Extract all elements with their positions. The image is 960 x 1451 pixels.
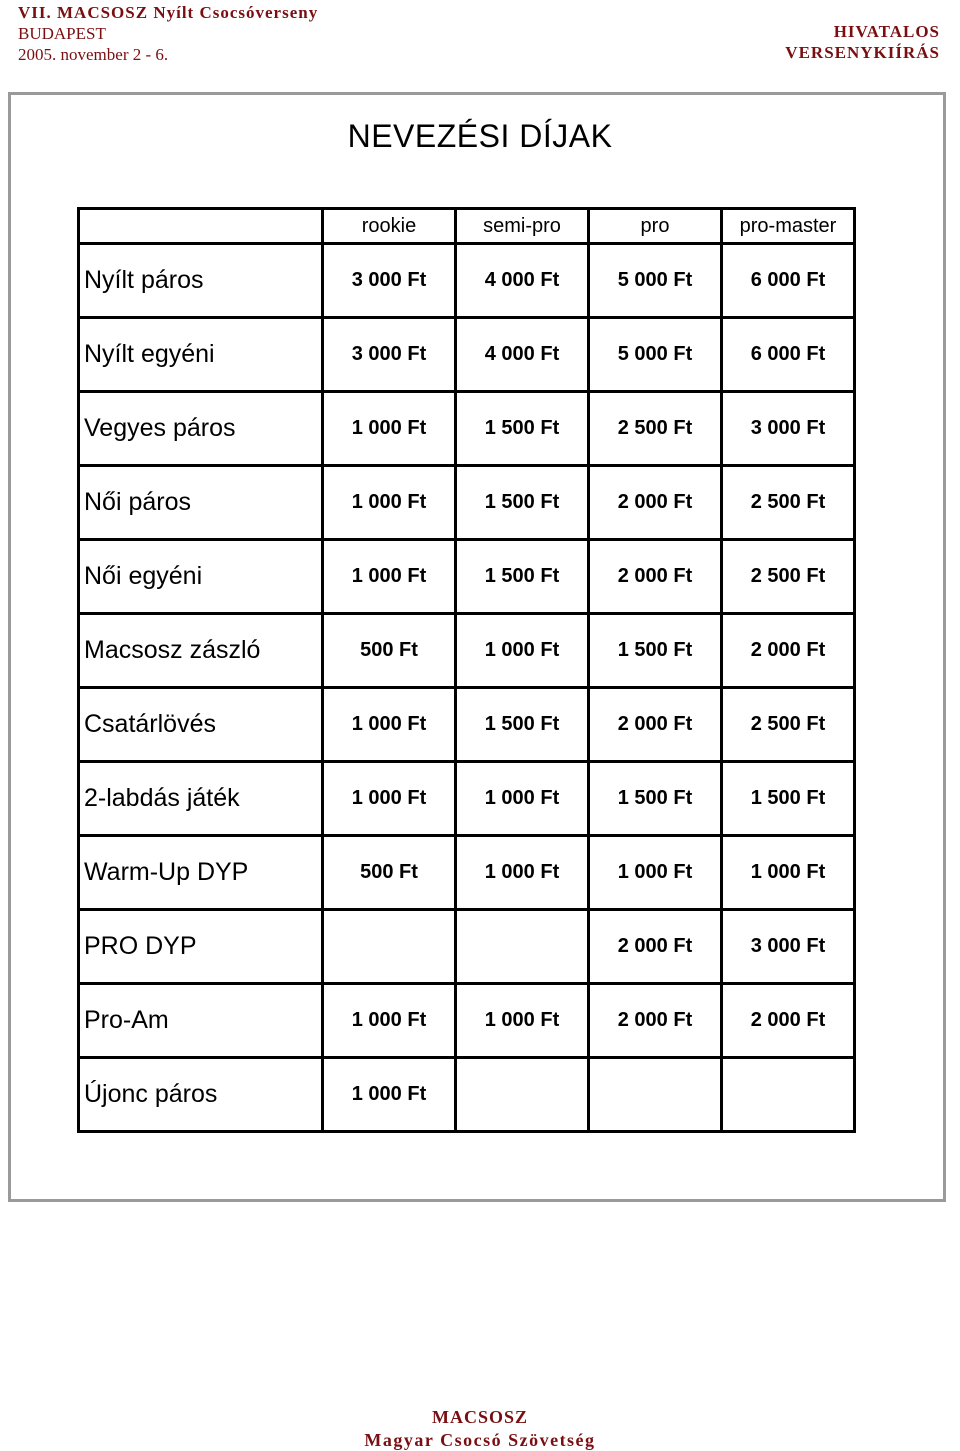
fee-cell-pro: 2 000 Ft bbox=[589, 688, 722, 762]
fee-cell-pro: 1 500 Ft bbox=[589, 614, 722, 688]
fee-cell-rookie: 500 Ft bbox=[323, 614, 456, 688]
fee-cell-pro-master: 2 000 Ft bbox=[722, 984, 855, 1058]
document-header-right bbox=[785, 21, 940, 63]
fee-cell-semi-pro: 1 500 Ft bbox=[456, 688, 589, 762]
fee-cell-semi-pro: 1 000 Ft bbox=[456, 614, 589, 688]
category-label: Női páros bbox=[79, 466, 323, 540]
footer-org: MACSOSZ bbox=[431, 1407, 528, 1427]
category-label: Nyílt páros bbox=[79, 244, 323, 318]
fee-cell-pro-master: 2 500 Ft bbox=[722, 688, 855, 762]
table-row bbox=[79, 466, 855, 540]
table-corner-cell bbox=[79, 209, 323, 244]
category-label: Nyílt egyéni bbox=[79, 318, 323, 392]
fee-cell-pro-master: 1 000 Ft bbox=[722, 836, 855, 910]
table-row bbox=[79, 688, 855, 762]
fee-cell-rookie: 500 Ft bbox=[323, 836, 456, 910]
category-label: Újonc páros bbox=[79, 1058, 323, 1132]
fee-cell-rookie: 1 000 Ft bbox=[323, 984, 456, 1058]
fee-cell-rookie: 1 000 Ft bbox=[323, 392, 456, 466]
table-row bbox=[79, 762, 855, 836]
table-row bbox=[79, 910, 855, 984]
fee-cell-rookie: 1 000 Ft bbox=[323, 466, 456, 540]
document-header-left bbox=[18, 2, 318, 65]
fee-cell-pro-master: 3 000 Ft bbox=[722, 392, 855, 466]
fee-cell-semi-pro bbox=[456, 910, 589, 984]
fee-cell-semi-pro: 1 500 Ft bbox=[456, 540, 589, 614]
category-label: Csatárlövés bbox=[79, 688, 323, 762]
column-header-rookie: rookie bbox=[323, 209, 456, 244]
fee-cell-pro: 5 000 Ft bbox=[589, 244, 722, 318]
fee-cell-pro-master: 6 000 Ft bbox=[722, 318, 855, 392]
fee-cell-semi-pro: 4 000 Ft bbox=[456, 318, 589, 392]
fee-cell-pro bbox=[589, 1058, 722, 1132]
table-row bbox=[79, 244, 855, 318]
announcement-label: VERSENYKIÍRÁS bbox=[785, 43, 940, 62]
fee-cell-pro: 5 000 Ft bbox=[589, 318, 722, 392]
column-header-semi-pro: semi-pro bbox=[456, 209, 589, 244]
table-row bbox=[79, 836, 855, 910]
table-row bbox=[79, 540, 855, 614]
fee-cell-pro: 2 500 Ft bbox=[589, 392, 722, 466]
fee-cell-semi-pro: 1 000 Ft bbox=[456, 836, 589, 910]
category-label: Pro-Am bbox=[79, 984, 323, 1058]
category-label: 2-labdás játék bbox=[79, 762, 323, 836]
entry-fee-table bbox=[77, 207, 856, 1133]
fee-cell-semi-pro: 1 000 Ft bbox=[456, 984, 589, 1058]
category-label: PRO DYP bbox=[79, 910, 323, 984]
official-label: HIVATALOS bbox=[833, 22, 940, 41]
category-label: Vegyes páros bbox=[79, 392, 323, 466]
fee-cell-pro-master: 2 500 Ft bbox=[722, 466, 855, 540]
fee-cell-rookie: 3 000 Ft bbox=[323, 244, 456, 318]
fee-cell-pro: 2 000 Ft bbox=[589, 910, 722, 984]
footer-org-fullname: Magyar Csocsó Szövetség bbox=[364, 1430, 596, 1450]
event-title: VII. MACSOSZ Nyílt Csocsóverseny bbox=[18, 3, 319, 22]
fee-cell-pro: 1 000 Ft bbox=[589, 836, 722, 910]
fee-cell-semi-pro: 4 000 Ft bbox=[456, 244, 589, 318]
fee-cell-pro-master bbox=[722, 1058, 855, 1132]
table-row bbox=[79, 392, 855, 466]
fee-cell-semi-pro: 1 500 Ft bbox=[456, 392, 589, 466]
fee-cell-pro-master: 2 500 Ft bbox=[722, 540, 855, 614]
fee-cell-rookie: 3 000 Ft bbox=[323, 318, 456, 392]
table-row bbox=[79, 614, 855, 688]
fee-cell-rookie: 1 000 Ft bbox=[323, 540, 456, 614]
column-header-pro: pro bbox=[589, 209, 722, 244]
column-header-pro-master: pro-master bbox=[722, 209, 855, 244]
fee-cell-semi-pro: 1 000 Ft bbox=[456, 762, 589, 836]
category-label: Warm-Up DYP bbox=[79, 836, 323, 910]
fee-cell-rookie bbox=[323, 910, 456, 984]
table-row bbox=[79, 318, 855, 392]
fee-cell-pro-master: 1 500 Ft bbox=[722, 762, 855, 836]
fee-cell-rookie: 1 000 Ft bbox=[323, 688, 456, 762]
fee-cell-semi-pro: 1 500 Ft bbox=[456, 466, 589, 540]
fee-cell-rookie: 1 000 Ft bbox=[323, 1058, 456, 1132]
page-title: NEVEZÉSI DÍJAK bbox=[347, 118, 613, 154]
fee-cell-pro-master: 6 000 Ft bbox=[722, 244, 855, 318]
fee-cell-pro: 2 000 Ft bbox=[589, 466, 722, 540]
fee-cell-rookie: 1 000 Ft bbox=[323, 762, 456, 836]
table-row bbox=[79, 1058, 855, 1132]
table-header-row bbox=[79, 209, 855, 244]
fee-cell-pro: 1 500 Ft bbox=[589, 762, 722, 836]
fee-cell-semi-pro bbox=[456, 1058, 589, 1132]
event-location: BUDAPEST bbox=[18, 24, 106, 43]
table-row bbox=[79, 984, 855, 1058]
fee-cell-pro-master: 3 000 Ft bbox=[722, 910, 855, 984]
fee-cell-pro-master: 2 000 Ft bbox=[722, 614, 855, 688]
category-label: Macsosz zászló bbox=[79, 614, 323, 688]
event-dates: 2005. november 2 - 6. bbox=[18, 45, 169, 64]
category-label: Női egyéni bbox=[79, 540, 323, 614]
fee-cell-pro: 2 000 Ft bbox=[589, 984, 722, 1058]
fee-cell-pro: 2 000 Ft bbox=[589, 540, 722, 614]
